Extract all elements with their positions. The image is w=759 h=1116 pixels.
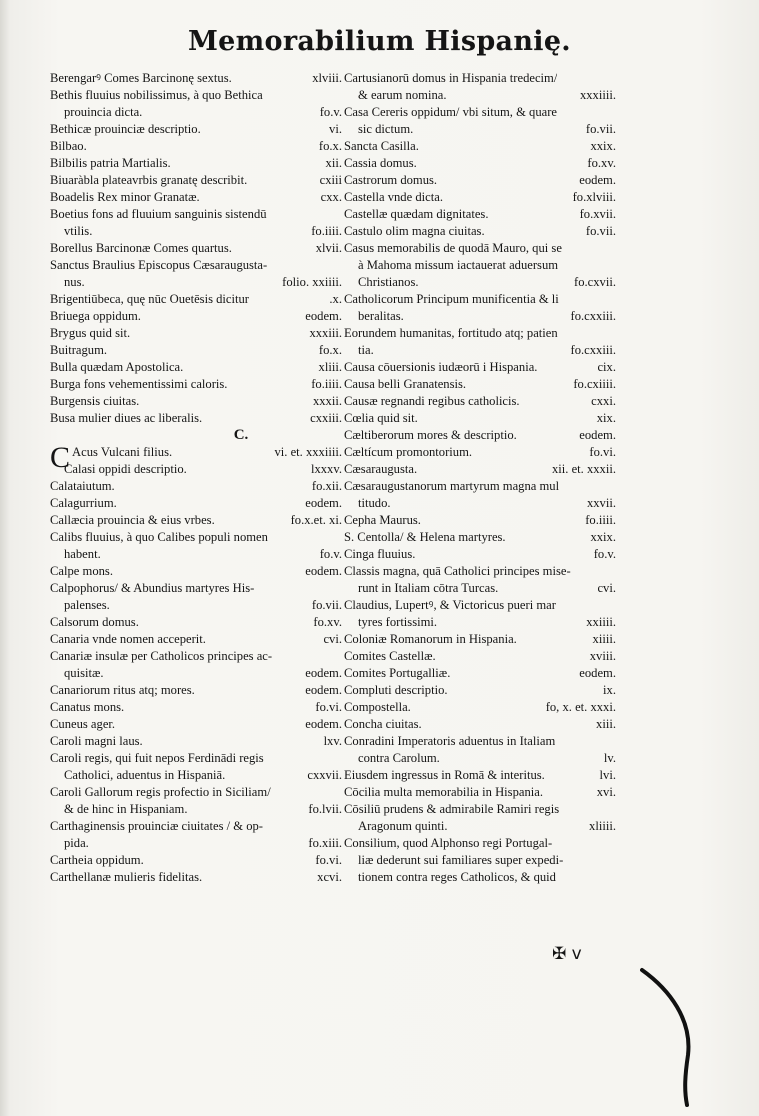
index-entry-line — [344, 70, 616, 87]
entry-text: Cōcilia multa memorabilia in Hispania. — [344, 785, 544, 799]
entry-text: Bethis fluuius nobilissimus, à quo Bethica — [50, 88, 263, 102]
entry-text: Castulo olim magna ciuitas. — [344, 224, 485, 238]
index-entry-line — [50, 546, 342, 563]
entry-text: C. — [233, 427, 249, 443]
index-entry-line — [344, 512, 616, 529]
entry-text: Briuega oppidum. — [50, 309, 141, 323]
index-entry-line — [344, 240, 616, 257]
entry-text: Causæ regnandi regibus catholicis. — [344, 394, 520, 408]
index-entry-line — [50, 308, 342, 325]
entry-text: Calsorum domus. — [50, 615, 139, 629]
entry-page-ref: fo.cxvii. — [574, 275, 616, 289]
section-heading — [50, 427, 342, 444]
entry-page-ref — [268, 529, 342, 546]
index-entry-line — [344, 495, 616, 512]
index-entry-line — [50, 461, 342, 478]
entry-text: Calibs fluuius, à quo Calibes populi nomen — [50, 530, 268, 544]
index-entry-line — [50, 410, 342, 427]
index-entry-line — [50, 223, 342, 240]
entry-text: Causa belli Granatensis. — [344, 377, 467, 391]
entry-page-ref: eodem. — [305, 496, 342, 510]
index-column-right — [344, 70, 616, 886]
entry-text: beralitas. — [358, 309, 404, 323]
entry-page-ref — [254, 580, 342, 597]
entry-page-ref: cxx. — [320, 190, 342, 204]
index-entry-line — [50, 359, 342, 376]
page-title: Memorabilium Hispanię. — [187, 26, 572, 57]
entry-page-ref: vi. — [329, 122, 342, 136]
entry-page-ref: fo.xii. — [311, 479, 342, 493]
entry-page-ref: fo, x. et. xxxi. — [545, 700, 616, 714]
index-entry-line — [50, 801, 342, 818]
entry-text: Concha ciuitas. — [344, 717, 422, 731]
entry-page-ref: fo.v. — [319, 547, 342, 561]
entry-page-ref — [556, 869, 616, 886]
entry-text: Burga fons vehementissimi caloris. — [50, 377, 228, 391]
index-entry-line — [344, 784, 616, 801]
index-entry-line — [50, 682, 342, 699]
entry-page-ref — [562, 240, 616, 257]
entry-text: Brigentiūbeca, quę nūc Ouetēsis dicitur — [50, 292, 249, 306]
entry-text: Cæltiberorum mores & descriptio. — [344, 428, 517, 442]
entry-page-ref — [556, 597, 616, 614]
index-entry-line — [344, 291, 616, 308]
entry-text: Cæsaraugusta. — [344, 462, 418, 476]
entry-page-ref: eodem. — [305, 309, 342, 323]
index-entry-line — [50, 563, 342, 580]
entry-text: Conradini Imperatoris aduentus in Italiam — [344, 734, 556, 748]
ink-stroke-mark — [640, 960, 700, 1110]
index-entry-line — [50, 393, 342, 410]
entry-page-ref: fo.x. — [318, 343, 342, 357]
entry-page-ref: vi. et. xxxiiii. — [274, 445, 342, 459]
index-entry-line — [50, 291, 342, 308]
entry-page-ref: xliii. — [318, 360, 342, 374]
entry-text: palenses. — [64, 598, 110, 612]
entry-text: Canariæ insulæ per Catholicos principes ac- — [50, 649, 273, 663]
index-entry-line — [50, 495, 342, 512]
index-column-left — [50, 70, 342, 886]
entry-text: sic dictum. — [358, 122, 414, 136]
entry-text: pida. — [64, 836, 89, 850]
entry-page-ref: fo.vii. — [311, 598, 342, 612]
index-entry-line — [344, 155, 616, 172]
entry-text: Cinga fluuius. — [344, 547, 416, 561]
entry-text: tia. — [358, 343, 374, 357]
index-entry-line — [344, 121, 616, 138]
index-entry-line — [344, 206, 616, 223]
entry-text: Castellæ quædam dignitates. — [344, 207, 489, 221]
index-entry-line — [50, 852, 342, 869]
entry-page-ref: fo.x. — [318, 139, 342, 153]
index-entry-line — [344, 138, 616, 155]
index-entry-line — [344, 682, 616, 699]
entry-page-ref — [571, 563, 616, 580]
entry-page-ref: cvi. — [323, 632, 342, 646]
entry-text: Sanctus Braulius Episcopus Cæsaraugusta- — [50, 258, 268, 272]
entry-text: Calpe mons. — [50, 564, 113, 578]
entry-text: Catholicorum Principum munificentia & li — [344, 292, 559, 306]
entry-page-ref: xxxii. — [312, 394, 342, 408]
entry-page-ref: xix. — [596, 411, 616, 425]
entry-text: Cæltícum promontorium. — [344, 445, 473, 459]
entry-text: Compluti descriptio. — [344, 683, 448, 697]
entry-page-ref: xxvii. — [586, 496, 616, 510]
entry-text: Boetius fons ad fluuium sanguinis sistendū — [50, 207, 267, 221]
index-entry-line — [50, 342, 342, 359]
index-entry-line — [344, 631, 616, 648]
index-entry-line — [50, 818, 342, 835]
entry-page-ref: eodem. — [305, 666, 342, 680]
index-entry-line — [50, 155, 342, 172]
entry-page-ref: xxix. — [590, 530, 616, 544]
entry-page-ref: fo.xlviii. — [572, 190, 616, 204]
entry-text: Cœlia quid sit. — [344, 411, 418, 425]
index-entry-line — [344, 257, 616, 274]
index-entry-line — [344, 104, 616, 121]
entry-text: Catholici, aduentus in Hispaniā. — [64, 768, 226, 782]
entry-page-ref: xvi. — [596, 785, 616, 799]
index-entry-line — [344, 818, 616, 835]
entry-text: Caroli Gallorum regis profectio in Siciliam/ — [50, 785, 271, 799]
index-entry-line — [50, 767, 342, 784]
entry-page-ref: cxxiii. — [310, 411, 342, 425]
entry-page-ref: xxix. — [590, 139, 616, 153]
entry-page-ref: .x. — [329, 292, 342, 306]
entry-page-ref: eodem. — [305, 683, 342, 697]
entry-text: Caroli magni laus. — [50, 734, 143, 748]
entry-text: Casus memorabilis de quodā Mauro, qui se — [344, 241, 562, 255]
entry-page-ref: cxiii — [319, 173, 342, 187]
index-entry-line — [344, 546, 616, 563]
entry-text: Acus Vulcani filius. — [72, 445, 173, 459]
entry-text: Christianos. — [358, 275, 419, 289]
index-entry-line — [344, 801, 616, 818]
index-entry-line — [50, 750, 342, 767]
entry-text: Burgensis ciuitas. — [50, 394, 140, 408]
entry-text: Classis magna, quā Catholici principes mise- — [344, 564, 571, 578]
entry-page-ref — [264, 750, 342, 767]
signature-mark: ✠ v — [552, 944, 582, 964]
entry-text: Callæcia prouincia & eius vrbes. — [50, 513, 215, 527]
index-entry-line — [344, 308, 616, 325]
entry-text: Biuaràbla plateavrbis granatę describit. — [50, 173, 248, 187]
index-entry-line — [50, 512, 342, 529]
entry-text: & earum nomina. — [358, 88, 447, 102]
entry-text: Berengarꝰ Comes Barcinonę sextus. — [50, 71, 232, 85]
index-entry-line — [344, 478, 616, 495]
entry-text: & de hinc in Hispaniam. — [64, 802, 188, 816]
entry-page-ref: fo.lvii. — [308, 802, 342, 816]
entry-page-ref: ix. — [603, 683, 616, 697]
entry-page-ref: xxxiii. — [309, 326, 342, 340]
entry-text: à Mahoma missum iactauerat aduersum — [358, 258, 559, 272]
index-entry-line — [50, 784, 342, 801]
entry-text: Castella vnde dicta. — [344, 190, 443, 204]
entry-page-ref: lvi. — [599, 768, 616, 782]
entry-page-ref: eodem. — [305, 564, 342, 578]
index-entry-line — [344, 767, 616, 784]
entry-page-ref — [263, 818, 342, 835]
entry-page-ref: lxv. — [323, 734, 342, 748]
entry-text: Aragonum quinti. — [358, 819, 448, 833]
entry-text: Compostella. — [344, 700, 411, 714]
index-entry-line — [50, 121, 342, 138]
entry-text: titudo. — [358, 496, 391, 510]
entry-text: Bethicæ prouinciæ descriptio. — [50, 122, 201, 136]
entry-page-ref: fo.vii. — [585, 224, 616, 238]
entry-text: Borellus Barcinonæ Comes quartus. — [50, 241, 232, 255]
entry-text: Carthellanæ mulieris fidelitas. — [50, 870, 203, 884]
entry-page-ref: fo.vi. — [315, 853, 342, 867]
entry-text: Cæsaraugustanorum martyrum magna mul — [344, 479, 560, 493]
entry-page-ref — [267, 257, 342, 274]
entry-text: Calataiutum. — [50, 479, 115, 493]
index-entry-line — [344, 461, 616, 478]
entry-page-ref: xii. — [325, 156, 342, 170]
index-entry-line — [50, 869, 342, 886]
entry-text: Cassia domus. — [344, 156, 417, 170]
entry-page-ref: fo.cxiiii. — [573, 377, 616, 391]
entry-page-ref: fo.vii. — [585, 122, 616, 136]
index-entry-line — [344, 223, 616, 240]
entry-text: Carthaginensis prouinciæ ciuitates / & op- — [50, 819, 264, 833]
entry-text: tyres fortissimi. — [358, 615, 438, 629]
index-entry-line — [344, 427, 616, 444]
entry-text: tionem contra reges Catholicos, & quid — [358, 870, 556, 884]
entry-page-ref: xviii. — [589, 649, 616, 663]
index-entry-line — [344, 376, 616, 393]
entry-text: Caroli regis, qui fuit nepos Ferdinādi regis — [50, 751, 264, 765]
index-entry-line — [50, 478, 342, 495]
entry-text: runt in Italiam cōtra Turcas. — [358, 581, 499, 595]
entry-page-ref — [552, 835, 616, 852]
index-entry-line — [344, 580, 616, 597]
entry-page-ref: fo.xiii. — [308, 836, 342, 850]
index-entry-line — [50, 665, 342, 682]
entry-page-ref: cvi. — [597, 581, 616, 595]
index-entry-line — [344, 699, 616, 716]
index-entry-line — [344, 172, 616, 189]
entry-text: Boadelis Rex minor Granatæ. — [50, 190, 200, 204]
entry-page-ref — [557, 70, 616, 87]
initial-letter: C — [50, 441, 71, 474]
index-entry-line — [344, 716, 616, 733]
entry-text: Canariorum ritus atq; mores. — [50, 683, 195, 697]
index-entry-line — [50, 376, 342, 393]
index-entry-line — [50, 257, 342, 274]
entry-text: Claudius, Lupertꝰ, & Victoricus pueri mar — [344, 598, 556, 612]
entry-text: Calagurrium. — [50, 496, 117, 510]
entry-page-ref: lxxxv. — [310, 462, 342, 476]
entry-text: Casa Cereris oppidum/ vbi situm, & quare — [344, 105, 558, 119]
index-entry-line — [50, 240, 342, 257]
entry-page-ref — [559, 801, 616, 818]
entry-page-ref — [559, 478, 616, 495]
index-entry-line — [50, 87, 342, 104]
index-entry-line — [344, 750, 616, 767]
index-entry-line — [344, 835, 616, 852]
entry-page-ref: fo.xvii. — [579, 207, 616, 221]
index-entry-line — [344, 852, 616, 869]
entry-page-ref — [558, 257, 616, 274]
index-entry-line — [344, 274, 616, 291]
entry-text: Calpophorus/ & Abundius martyres His- — [50, 581, 255, 595]
entry-page-ref: cix. — [597, 360, 616, 374]
index-entry-line — [50, 70, 342, 87]
entry-page-ref — [558, 325, 616, 342]
index-entry-line — [50, 529, 342, 546]
entry-text: Comites Castellæ. — [344, 649, 436, 663]
entry-page-ref: fo.iiii. — [311, 224, 342, 238]
index-entry-line — [344, 563, 616, 580]
entry-text: Bulla quædam Apostolica. — [50, 360, 184, 374]
entry-page-ref: xiiii. — [592, 632, 616, 646]
entry-page-ref: fo.x.et. xi. — [290, 513, 342, 527]
entry-page-ref: fo.v. — [319, 105, 342, 119]
index-entry-line — [50, 325, 342, 342]
entry-text: Castrorum domus. — [344, 173, 438, 187]
entry-text: contra Carolum. — [358, 751, 440, 765]
entry-page-ref — [559, 291, 616, 308]
entry-text: Cōsiliū prudens & admirabile Ramiri regis — [344, 802, 560, 816]
entry-text: Coloniæ Romanorum in Hispania. — [344, 632, 517, 646]
index-entry-line — [50, 580, 342, 597]
entry-text: Sancta Casilla. — [344, 139, 419, 153]
entry-text: Calasi oppidi descriptio. — [64, 462, 187, 476]
entry-text: Consilium, quod Alphonso regi Portugal- — [344, 836, 553, 850]
index-entry-line — [50, 716, 342, 733]
entry-page-ref: xcvi. — [317, 870, 342, 884]
entry-page-ref: xiii. — [596, 717, 616, 731]
entry-text: Canatus mons. — [50, 700, 125, 714]
index-entry-line — [344, 648, 616, 665]
index-entry-line — [50, 104, 342, 121]
index-entry-line — [344, 87, 616, 104]
entry-page-ref — [267, 206, 342, 223]
entry-text: Eiusdem ingressus in Romā & interitus. — [344, 768, 545, 782]
entry-text: Brygus quid sit. — [50, 326, 131, 340]
entry-page-ref: xii. et. xxxii. — [551, 462, 616, 476]
entry-page-ref: fo.cxxiii. — [570, 343, 616, 357]
entry-text: quisitæ. — [64, 666, 104, 680]
index-entry-line — [344, 733, 616, 750]
entry-page-ref: lv. — [603, 751, 616, 765]
entry-page-ref: xlvii. — [315, 241, 342, 255]
index-entry-line — [50, 648, 342, 665]
index-entry-line — [50, 835, 342, 852]
entry-page-ref: eodem. — [579, 173, 616, 187]
entry-page-ref: cxxvii. — [307, 768, 342, 782]
entry-page-ref: xlviii. — [312, 71, 342, 85]
entry-page-ref: fo.v. — [593, 547, 616, 561]
entry-page-ref: xliiii. — [589, 819, 616, 833]
index-entry-line — [50, 733, 342, 750]
entry-page-ref: eodem. — [305, 717, 342, 731]
entry-text: Bilbilis patria Martialis. — [50, 156, 171, 170]
entry-text: nus. — [64, 275, 85, 289]
entry-text: Causa cōuersionis iudæorū i Hispania. — [344, 360, 538, 374]
entry-page-ref: cxxi. — [591, 394, 616, 408]
index-entry-line — [344, 869, 616, 886]
entry-text: S. Centolla/ & Helena martyres. — [344, 530, 506, 544]
entry-text: Cepha Maurus. — [344, 513, 421, 527]
index-entry-line — [50, 614, 342, 631]
entry-page-ref — [555, 733, 616, 750]
index-entry-line — [50, 597, 342, 614]
index-entry-line — [50, 172, 342, 189]
entry-page-ref — [557, 104, 616, 121]
entry-page-ref: fo.cxxiii. — [570, 309, 616, 323]
index-entry-line — [344, 189, 616, 206]
entry-page-ref: fo.iiii. — [585, 513, 616, 527]
entry-text: Cartusianorū domus in Hispania tredecim/ — [344, 71, 558, 85]
entry-page-ref: eodem. — [579, 666, 616, 680]
entry-page-ref — [272, 648, 342, 665]
entry-text: Cartheia oppidum. — [50, 853, 144, 867]
entry-text: Buitragum. — [50, 343, 108, 357]
entry-text: Comites Portugalliæ. — [344, 666, 451, 680]
entry-page-ref: xxiiii. — [586, 615, 616, 629]
index-entry-line — [344, 393, 616, 410]
entry-text: vtilis. — [64, 224, 93, 238]
entry-text: habent. — [64, 547, 101, 561]
entry-page-ref: eodem. — [579, 428, 616, 442]
entry-page-ref: fo.vi. — [589, 445, 616, 459]
index-entry-line — [344, 614, 616, 631]
entry-text: Busa mulier diues ac liberalis. — [50, 411, 203, 425]
index-entry-line — [50, 138, 342, 155]
entry-page-ref — [263, 87, 342, 104]
index-entry-line — [344, 665, 616, 682]
index-entry-line — [344, 444, 616, 461]
index-entry-line — [344, 410, 616, 427]
entry-text: Eorundem humanitas, fortitudo atq; patien — [344, 326, 558, 340]
index-entry-line — [50, 274, 342, 291]
entry-text: Canaria vnde nomen acceperit. — [50, 632, 206, 646]
entry-page-ref: fo.vi. — [315, 700, 342, 714]
entry-page-ref — [271, 784, 342, 801]
entry-text: prouincia dicta. — [64, 105, 143, 119]
index-entry-line — [344, 342, 616, 359]
index-entry-line — [50, 699, 342, 716]
index-entry-line — [344, 325, 616, 342]
entry-page-ref: fo.iiii. — [311, 377, 342, 391]
index-entry-line — [50, 189, 342, 206]
entry-text: liæ dederunt sui familiares super expedi- — [358, 853, 564, 867]
entry-text: Bilbao. — [50, 139, 87, 153]
entry-page-ref: fo.xv. — [587, 156, 616, 170]
entry-text: Cuneus ager. — [50, 717, 116, 731]
index-entry-line — [50, 206, 342, 223]
entry-page-ref: xxxiiii. — [579, 88, 616, 102]
index-entry-line — [50, 631, 342, 648]
entry-page-ref: folio. xxiiii. — [282, 275, 342, 289]
index-entry-line — [344, 529, 616, 546]
index-entry-line — [344, 359, 616, 376]
entry-page-ref — [563, 852, 616, 869]
entry-page-ref: fo.xv. — [313, 615, 342, 629]
index-entry-line — [344, 597, 616, 614]
